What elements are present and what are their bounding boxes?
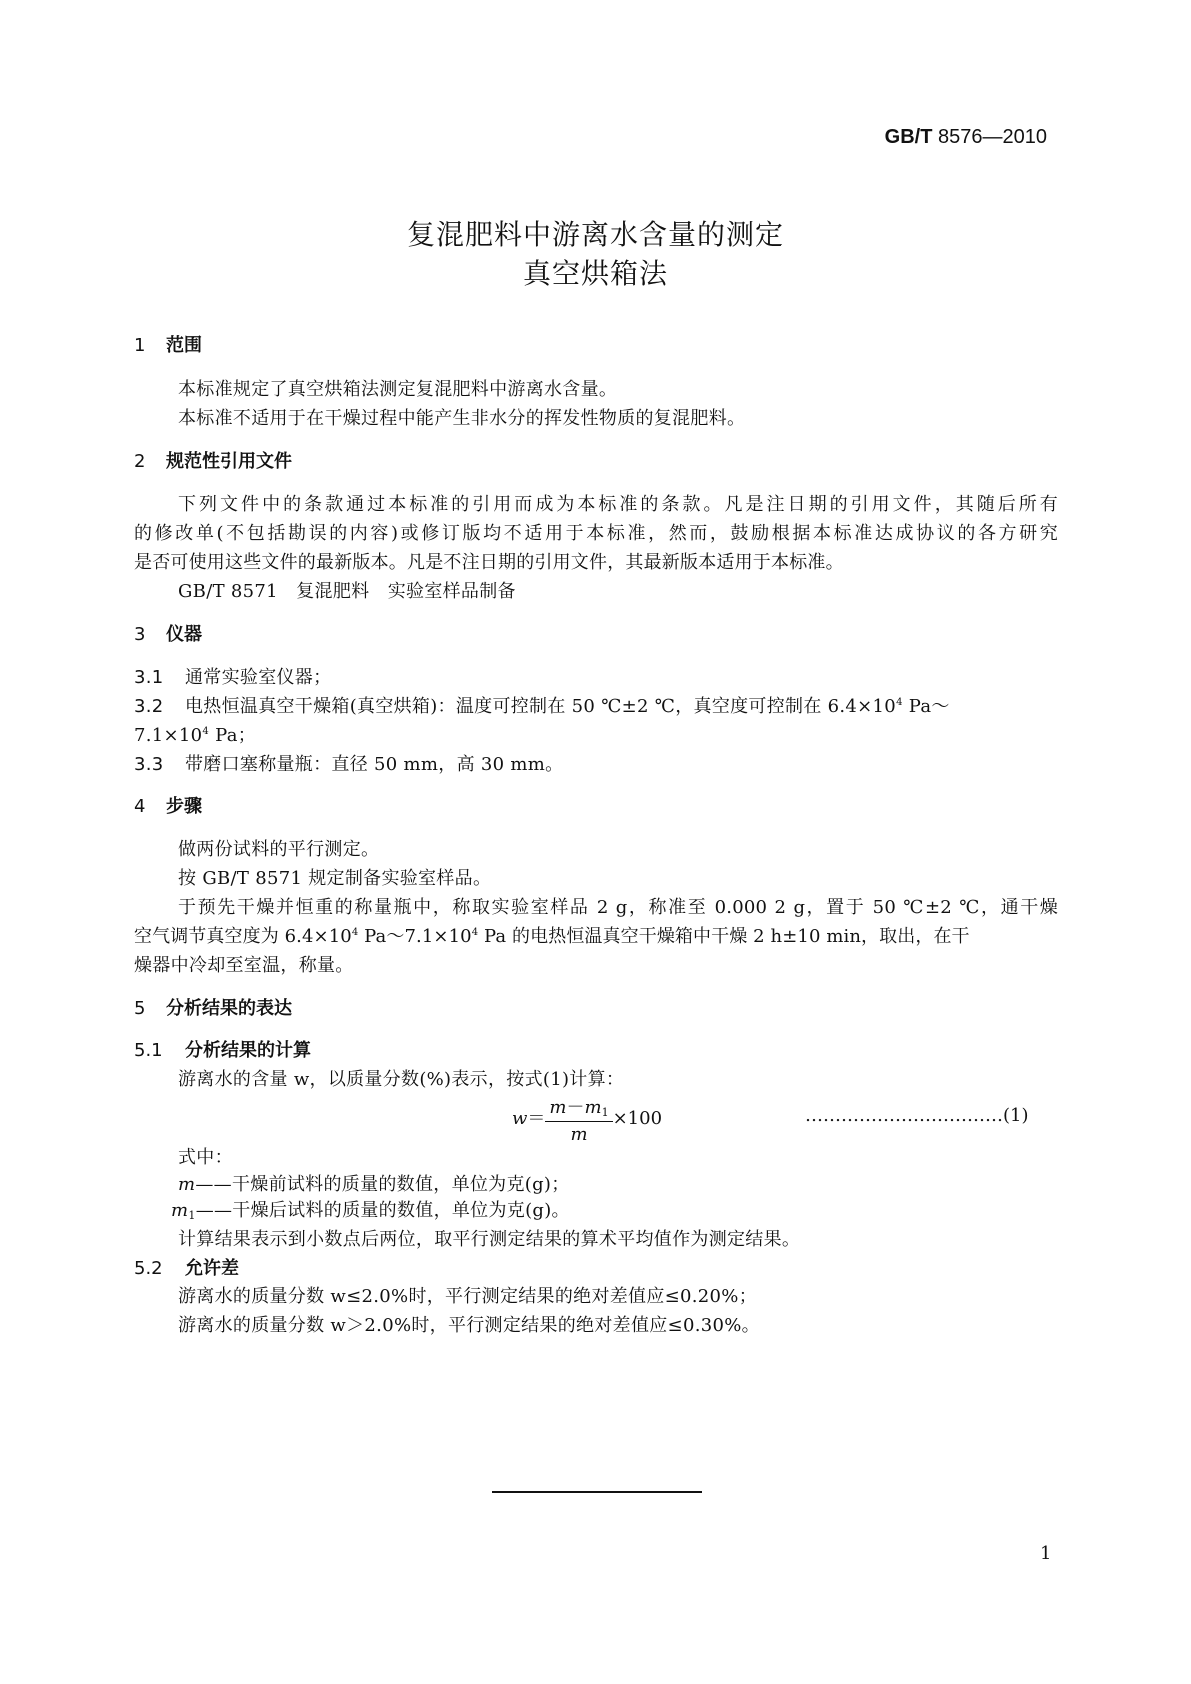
end-rule [492,1491,702,1493]
document-title: 复混肥料中游离水含量的测定 [406,218,784,251]
page-number: 1 [1040,1543,1052,1564]
definition-m1: $m_1——$干燥后试料的质量的数值，单位为克(g)。 [171,1200,570,1222]
item-3-3: 3.3 带磨口塞称量瓶：直径 50 mm，高 30 mm。 [134,754,564,775]
formula-intro: 游离水的含量 w，以质量分数(%)表示，按式(1)计算： [178,1069,625,1090]
tolerance-2: 游离水的质量分数 w＞2.0%时，平行测定结果的绝对差值应≤0.30%。 [178,1315,760,1336]
section-2-line-1: 下列文件中的条款通过本标准的引用而成为本标准的条款。凡是注日期的引用文件，其随后所有 [178,494,1058,515]
section-4-paragraph-2: 按 GB/T 8571 规定制备实验室样品。 [178,868,492,889]
formula-1: w＝ $\frac{m-m_1}{m}$ ×100 [512,1093,662,1145]
section-4-paragraph-1: 做两份试料的平行测定。 [178,839,380,860]
document-subtitle: 真空烘箱法 [522,257,668,290]
definition-m: m——干燥前试料的质量的数值，单位为克(g)； [178,1174,570,1195]
section-2-line-2: 的修改单(不包括勘误的内容)或修订版均不适用于本标准，然而，鼓励根据本标准达成协议的各方研究 [134,523,1058,544]
item-3-1: 3.1 通常实验室仪器； [134,667,332,688]
section-2-line-3: 是否可使用这些文件的最新版本。凡是不注日期的引用文件，其最新版本适用于本标准。 [134,552,844,573]
reference-title: 复混肥料 实验室样品制备 [296,581,516,602]
section-1-paragraph-1: 本标准规定了真空烘箱法测定复混肥料中游离水含量。 [178,379,618,400]
section-4-paragraph-3-line-3: 燥器中冷却至室温，称量。 [134,955,354,976]
tolerance-1: 游离水的质量分数 w≤2.0%时，平行测定结果的绝对差值应≤0.20%； [178,1286,758,1307]
document-code-prefix: GB/T [884,126,933,148]
formula-fraction: $\frac{m-m_1}{m}$ [545,1093,612,1145]
result-statement: 计算结果表示到小数点后两位，取平行测定结果的算术平均值作为测定结果。 [178,1229,801,1250]
section-1-heading: 1 范围 [134,335,202,356]
item-3-2: 3.2 电热恒温真空干燥箱(真空烘箱)：温度可控制在 50 ℃±2 ℃，真空度可控制在 $6.4\times 10^4$ Pa～ [134,696,950,717]
section-2-heading: 2 规范性引用文件 [134,451,292,472]
section-5-1-heading: 5.1 分析结果的计算 [134,1040,311,1061]
section-3-heading: 3 仪器 [134,624,202,645]
document-code-number: 8576—2010 [938,126,1047,148]
document-code [885,126,1047,149]
section-1-paragraph-2: 本标准不适用于在干燥过程中能产生非水分的挥发性物质的复混肥料。 [178,408,746,429]
section-5-2-heading: 5.2 允许差 [134,1258,239,1279]
normative-reference [178,577,516,603]
formula-label: ……………………………(1) [805,1105,1029,1126]
reference-code: GB/T 8571 [178,581,278,602]
section-5-heading: 5 分析结果的表达 [134,998,292,1019]
where-label: 式中： [178,1147,233,1168]
section-4-paragraph-3-line-1: 于预先干燥并恒重的称量瓶中，称取实验室样品 2 g，称准至 0.000 2 g，置于 50 ℃±2 ℃，通干燥 [178,897,1058,918]
section-4-paragraph-3-line-2: 空气调节真空度为 $6.4\times 10^4$ $Pa\sim 7.1\times 10^4$ Pa 的电热恒温真空干燥箱中干燥 2 h±10 min，取出，在干 [134,926,970,947]
section-4-heading: 4 步骤 [134,796,202,817]
item-3-2-continued: $7.1\times 10^4$ Pa； [134,725,257,746]
